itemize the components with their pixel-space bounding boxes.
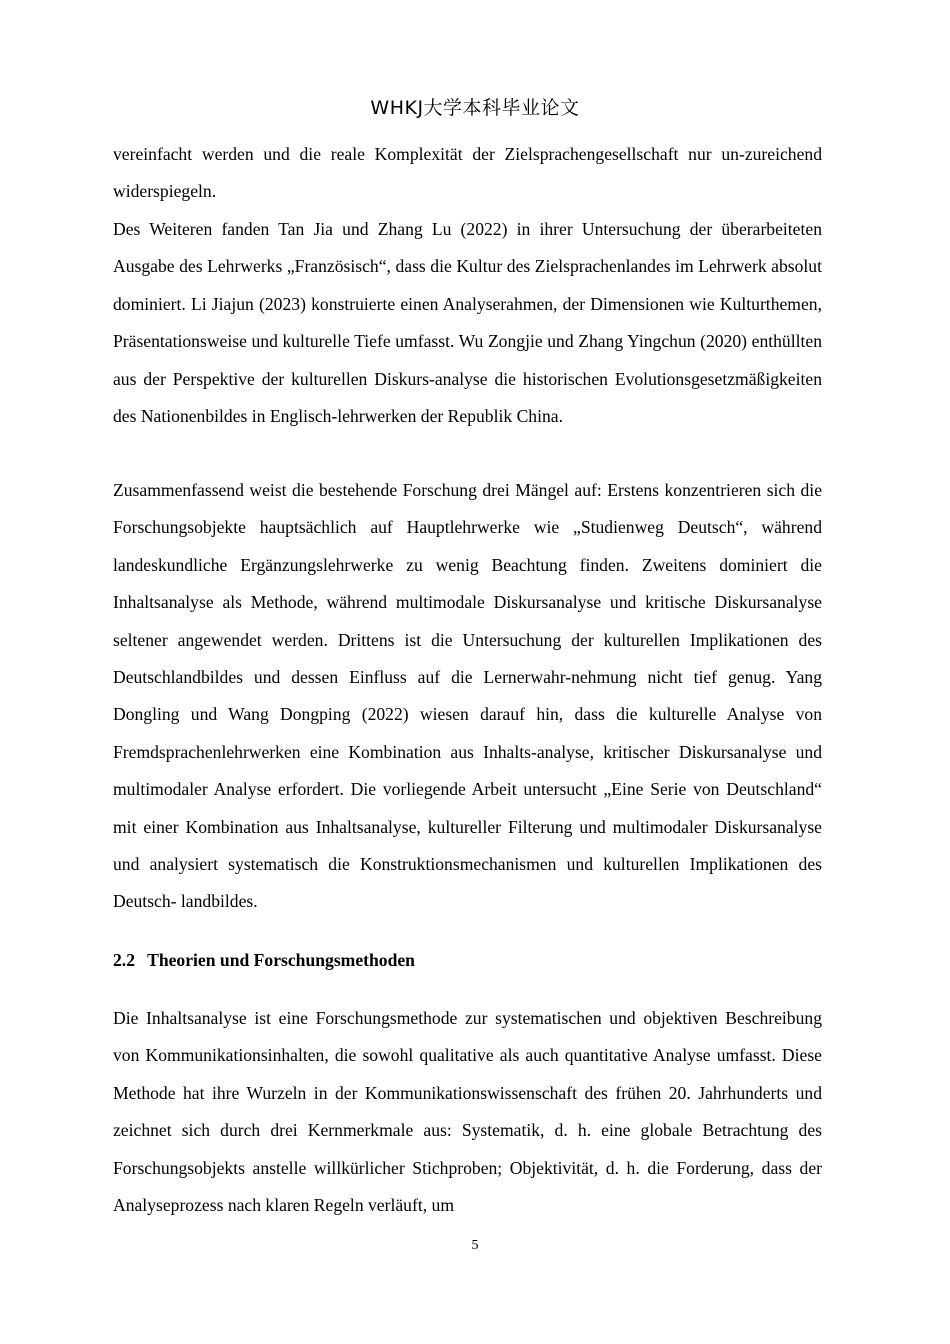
paragraph-content-analysis: Die Inhaltsanalyse ist eine Forschungsmethode zur systematischen und objektiven Beschreibung von Kommunikationsinhalten, die sowohl qualitative als auch quantitative Analyse umfasst. Diese Methode hat ihre Wurzeln in der Kommunikationswissenschaft des frühen 20. Jahrhunderts und zeichnet sich durch drei Kernmerkmale aus: Systematik, d. h. eine globale Betrachtung des Forschungsobjekts anstelle willkürlicher Stichproben; Objektivität, d. h. die Forderung, dass der Analyseprozess nach klaren Regeln verläuft, um (113, 1008, 822, 1216)
running-header: WHKJ大学本科毕业论文 (370, 97, 580, 119)
paragraph-continuation: vereinfacht werden und die reale Komplexität der Zielsprachengesellschaft nur un-zureichend widerspiegeln. (113, 144, 822, 202)
header-divider (113, 126, 822, 127)
section-heading (113, 942, 822, 979)
paragraph-summary: Zusammenfassend weist die bestehende Forschung drei Mängel auf: Erstens konzentrieren sich die Forschungsobjekte hauptsächlich auf Hauptlehrwerke wie „Studienweg Deutsch“, während landeskundliche Ergänzungslehrwerke zu wenig Beachtung finden. Zweitens dominiert die Inhaltsanalyse als Methode, während multimodale Diskursanalyse und kritische Diskursanalyse seltener angewendet werden. Drittens ist die Untersuchung der kulturellen Implikationen des Deutschlandbildes und dessen Einfluss auf die Lernerwahr-nehmung nicht tief genug. Yang Dongling und Wang Dongping (2022) wiesen darauf hin, dass die kulturelle Analyse von Fremdsprachenlehrwerken eine Kombination aus Inhalts-analyse, kritischer Diskursanalyse und multimodaler Analyse erfordert. Die vorliegende Arbeit untersucht „Eine Serie von Deutschland“ mit einer Kombination aus Inhaltsanalyse, kultureller Filterung und multimodaler Diskursanalyse und analysiert systematisch die Konstruktionsmechanismen und kulturellen Implikationen des Deutsch- landbildes. (113, 480, 822, 912)
section-number: 2.2 (113, 950, 135, 970)
section-title: Theorien und Forschungsmethoden (147, 950, 415, 970)
page-number: 5 (471, 1238, 479, 1253)
paragraph-related-research: Des Weiteren fanden Tan Jia und Zhang Lu (2022) in ihrer Untersuchung der überarbeiteten Ausgabe des Lehrwerks „Französisch“, dass die Kultur des Zielsprachenlandes im Lehrwerk absolut dominiert. Li Jiajun (2023) konstruierte einen Analyserahmen, der Dimensionen wie Kulturthemen, Präsentationsweise und kulturelle Tiefe umfasst. Wu Zongjie und Zhang Yingchun (2020) enthüllten aus der Perspektive der kulturellen Diskurs-analyse die historischen Evolutionsgesetzmäßigkeiten des Nationenbildes in Englisch-lehrwerken der Republik China. (113, 219, 822, 427)
